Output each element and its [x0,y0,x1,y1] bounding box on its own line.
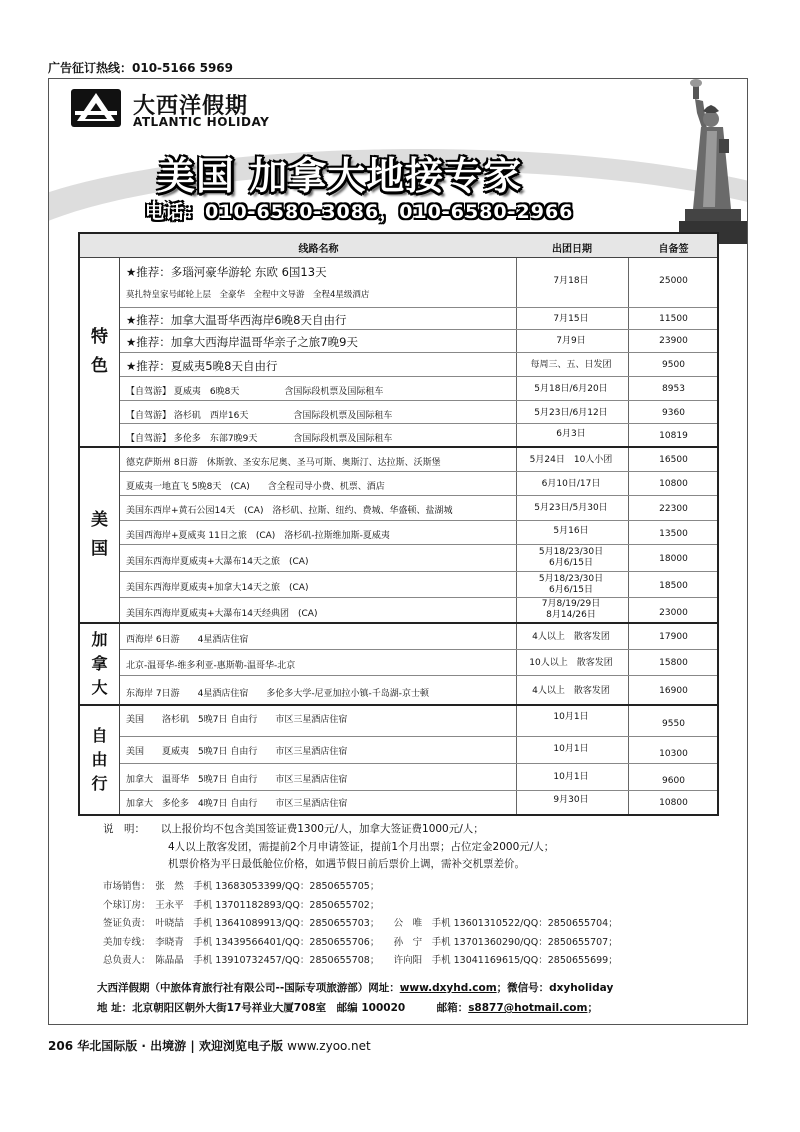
route-name: 美国东西海岸夏威夷+大瀑布14天经典团 (CA) [126,609,318,619]
section-label-char: 由 [91,750,108,769]
email-tail: ； [587,1001,598,1014]
statue-of-liberty-icon [645,79,748,244]
route-name: 德克萨斯州 8日游 休斯敦、圣安东尼奥、圣马可斯、奥斯汀、达拉斯、沃斯堡 [126,458,441,468]
departure-date: 5月24日 10人小团 [529,455,613,465]
table-row [120,676,717,706]
price: 18500 [659,581,688,591]
table-row [120,598,717,624]
brand-name-en: ATLANTIC HOLIDAY [133,115,270,129]
table-row [120,424,717,448]
brand-name-cn: 大西洋假期 [133,94,249,119]
atlantic-logo-icon [71,89,121,127]
contact-list [103,878,723,971]
departure-date: 9月30日 [553,795,589,805]
section-label-char: 大 [91,678,108,697]
price: 9550 [662,719,685,729]
table-row [120,572,717,598]
route-name: ★推荐：夏威夷5晚8天自由行 [126,359,278,373]
table-header [80,234,717,258]
notes-text: 4人以上散客发团，需提前2个月申请签证，提前1个月出票；占位定金2000元/人； [168,840,555,853]
footer-slogan: 欢迎浏览电子版 [198,1039,283,1053]
section-label-featured [80,258,120,448]
section-label-char: 拿 [91,654,108,673]
route-name: 美国东西海岸夏威夷+大瀑布14天之旅 (CA) [126,557,309,567]
contact-line: 签证负责： 叶晓喆 手机 13641089913/QQ：2850655703； 公 唯 手机 13601310522/QQ：2850655704； [103,918,618,930]
column-header-route: 线路名称 [298,244,339,255]
table-row [120,737,717,764]
departure-date: 4人以上 散客发团 [532,686,610,696]
departure-date: 5月18/23/30日 6月6/15日 [538,547,604,569]
route-name: 美国东西海岸夏威夷+加拿大14天之旅 (CA) [126,583,309,593]
column-header-date: 出团日期 [552,244,592,255]
departure-date: 7月9日 [556,336,586,346]
section-label-canada [80,624,120,706]
route-name: 美国东西岸+黄石公园14天 (CA) 洛杉矶、拉斯、纽约、费城、华盛顿、盐湖城 [126,506,453,516]
contact-line: 美加专线： 李晓青 手机 13439566401/QQ：2850655706； 孙 宁 手机 13701360290/QQ：2850655707； [103,936,618,948]
table-row [120,377,717,401]
notes-text: 机票价格为平日最低舱位价格，如遇节假日前后票价上调，需补交机票差价。 [168,858,525,871]
section-label-char: 国 [91,539,108,559]
departure-date: 10月1日 [553,772,589,782]
price: 9600 [662,776,685,786]
company-line-1 [97,979,613,999]
route-name: 【自驾游】 洛杉矶 西岸16天 含国际段机票及国际租车 [126,411,393,421]
section-label-char: 行 [91,774,108,793]
departure-date: 6月3日 [556,429,586,439]
departure-date: 4人以上 散客发团 [532,632,610,642]
contact-line: 总负责人： 陈晶晶 手机 13910732457/QQ：2850655708； 许向阳 手机 13041169615/QQ：2850655699； [103,955,618,967]
price: 22300 [659,504,688,514]
tour-price-table [78,232,719,816]
route-name: 加拿大 温哥华 5晚7日 自由行 市区三星酒店住宿 [126,775,348,785]
table-row [120,650,717,676]
phone-numbers: 电话：010-6580-3086，010-6580-2966 [145,201,574,223]
section-label-free-travel [80,706,120,814]
notes-section [103,821,723,874]
route-name: 北京-温哥华-维多利亚-惠斯勒-温哥华-北京 [126,661,296,671]
company-line-2 [97,999,613,1019]
page-footer [48,1037,371,1054]
ad-hotline: 广告征订热线：010-5166 5969 [48,61,234,75]
notes-label: 说 明： [103,823,140,835]
table-row [120,521,717,545]
price: 17900 [659,632,688,642]
section-label-char: 特 [91,327,108,348]
price: 16500 [659,455,688,465]
footer-section: 华北国际版 · 出境游 [77,1039,187,1053]
departure-date: 10人以上 散客发团 [529,658,613,668]
section-label-char: 自 [91,726,108,745]
route-name: 【自驾游】 多伦多 东部7晚9天 含国际段机票及国际租车 [126,434,393,444]
column-header-price: 自备签 [658,244,689,255]
website-link[interactable]: www.dxyhd.com [399,982,497,994]
route-name: ★推荐：加拿大温哥华西海岸6晚8天自由行 [126,313,347,327]
departure-date: 7月18日 [553,276,589,286]
price: 9500 [662,360,685,370]
price: 8953 [662,384,685,394]
price: 10300 [659,749,688,759]
table-row [120,448,717,472]
departure-date: 6月10日/17日 [541,479,601,489]
contact-line: 个球订房： 王永平 手机 13701182893/QQ：2850655702； [103,899,380,911]
table-row [120,353,717,377]
hero-banner [49,79,748,229]
price: 15800 [659,658,688,668]
table-row [120,472,717,496]
route-name: ★推荐：加拿大西海岸温哥华亲子之旅7晚9天 [126,335,358,349]
price: 23900 [659,336,688,346]
departure-date: 7月8/19/29日 8月14/26日 [541,599,601,621]
route-name: 西海岸 6日游 4星酒店住宿 [126,635,249,645]
departure-date: 5月23日/5月30日 [534,503,608,513]
company-info [97,979,613,1019]
page-headline: 美国 加拿大地接专家 [157,154,523,198]
departure-date: 10月1日 [553,744,589,754]
price: 10819 [659,431,688,441]
departure-date: 5月18日/6月20日 [534,384,608,394]
route-name: 加拿大 多伦多 4晚7日 自由行 市区三星酒店住宿 [126,799,348,809]
departure-date: 每周三、五、日发团 [530,360,612,370]
departure-date: 5月16日 [553,526,589,536]
section-label-char: 色 [91,356,108,376]
company-name: 大西洋假期（中旅体育旅行社有限公司--国际专项旅游部）网址： [97,982,400,994]
route-name: 美国 夏威夷 5晚7日 自由行 市区三星酒店住宿 [126,747,348,757]
page-number: 206 [48,1039,74,1053]
route-name: ★推荐：多瑙河豪华游轮 东欧 6国13天 [126,265,327,279]
notes-line [103,839,723,857]
table-row [120,330,717,353]
notes-line [103,821,723,839]
table-row [120,624,717,650]
footer-divider: | [190,1039,195,1053]
table-row [120,496,717,521]
departure-date: 10月1日 [553,712,589,722]
route-detail: 莫扎特皇家号邮轮上层 全豪华 全程中文导游 全程4星级酒店 [126,290,370,300]
route-name: 美国西海岸+夏威夷 11日之旅 (CA) 洛杉矶-拉斯维加斯-夏威夷 [126,531,390,541]
footer-site-link[interactable]: www.zyoo.net [287,1039,371,1053]
table-row [120,764,717,791]
notes-line [103,856,723,874]
section-label-char: 加 [91,630,108,649]
route-name: 夏威夷一地直飞 5晚8天 (CA) 含全程司导小费、机票、酒店 [126,482,385,492]
departure-date: 5月23日/6月12日 [534,408,608,418]
wechat-id: ；微信号：dxyholiday [496,982,614,994]
route-name: 美国 洛杉矶 5晚7日 自由行 市区三星酒店住宿 [126,715,348,725]
price: 11500 [659,314,688,324]
price: 18000 [659,554,688,564]
section-label-usa [80,448,120,624]
section-label-char: 美 [91,510,108,531]
table-row [120,308,717,330]
price: 13500 [659,529,688,539]
price: 10800 [659,798,688,808]
departure-date: 7月15日 [553,314,589,324]
table-row [120,401,717,424]
route-name: 【自驾游】 夏威夷 6晚8天 含国际段机票及国际租车 [126,387,384,397]
notes-text: 以上报价均不包含美国签证费1300元/人，加拿大签证费1000元/人； [160,823,484,835]
price: 10800 [659,479,688,489]
price: 9360 [662,408,685,418]
price: 23000 [659,608,688,618]
table-row [120,545,717,572]
advertisement-panel [48,78,748,1025]
company-address: 地 址：北京朝阳区朝外大街17号祥业大厦708室 邮编 100020 邮箱： [97,1001,469,1014]
route-name: 东海岸 7日游 4星酒店住宿 多伦多大学-尼亚加拉小镇-千岛湖-京士顿 [126,689,430,699]
price: 25000 [659,276,688,286]
table-row [120,706,717,737]
table-row [120,258,717,308]
table-row [120,791,717,814]
email-link[interactable]: s8877@hotmail.com [468,1001,588,1014]
departure-date: 5月18/23/30日 6月6/15日 [538,574,604,596]
price: 16900 [659,686,688,696]
contact-line: 市场销售： 张 然 手机 13683053399/QQ：2850655705； [103,881,380,892]
